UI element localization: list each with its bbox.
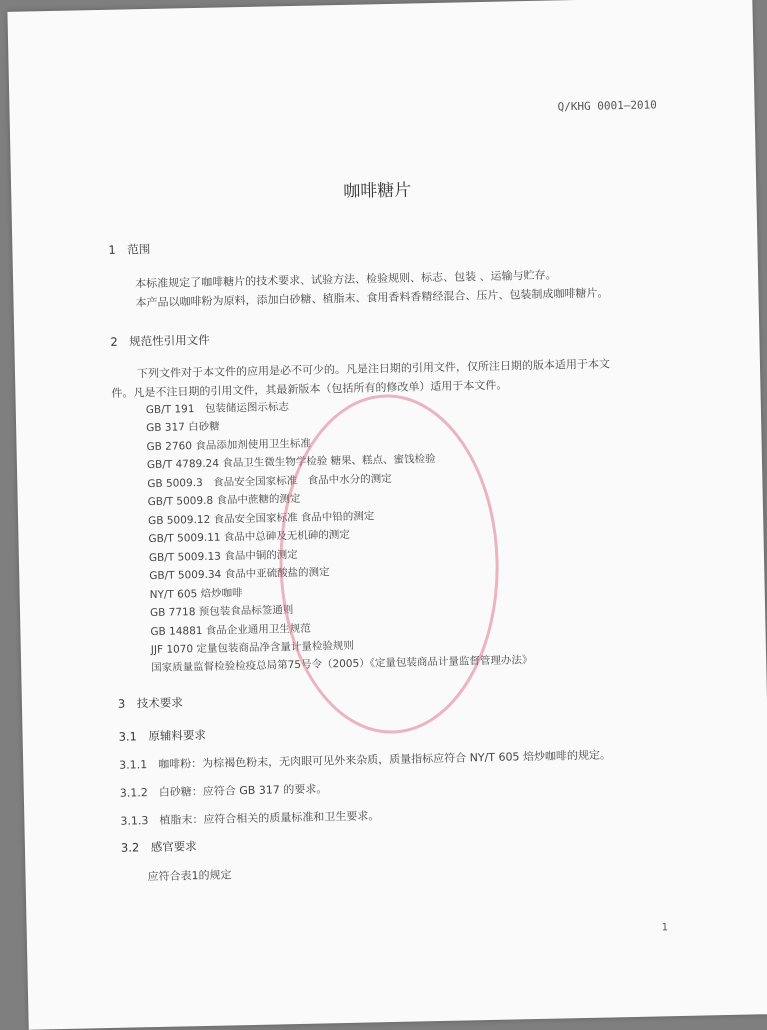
ref-item: GB 14881 食品企业通用卫生规范 (150, 622, 311, 639)
section-2-line-2: 件。凡是不注日期的引用文件，其最新版本（包括所有的修改单）适用于本文件。 (111, 378, 508, 400)
section-3-1-2: 3.1.2 白砂糖：应符合 GB 317 的要求。 (119, 782, 328, 800)
ref-item: GB/T 5009.13 食品中铜的测定 (148, 548, 298, 565)
section-2-heading: 2 规范性引用文件 (110, 332, 210, 349)
page-number: 1 (661, 922, 669, 934)
doc-title: 咖啡糖片 (343, 180, 412, 202)
section-1-heading: 1 范围 (108, 241, 151, 257)
section-3-2-heading: 3.2 感官要求 (120, 839, 197, 855)
ref-item: GB 7718 预包装食品标签通则 (149, 604, 294, 620)
document-page (7, 0, 767, 1030)
section-1-line-2: 本产品以咖啡粉为原料，添加白砂糖、植脂末、食用香料香精经混合、压片、包装制成咖啡糖片。 (135, 286, 609, 310)
section-2-line-1: 下列文件对于本文件的应用是必不可少的。凡是注日期的引用文件，仅所注日期的版本适用于本文 (136, 357, 611, 381)
section-3-1-heading: 3.1 原辅料要求 (118, 727, 207, 744)
ref-item: NY/T 605 焙炒咖啡 (149, 587, 243, 602)
section-1-line-1: 本标准规定了咖啡糖片的技术要求、试验方法、检验规则、标志、包装 、运输与贮存。 (135, 268, 557, 291)
section-3-1-1: 3.1.1 咖啡粉：为棕褐色粉末，无肉眼可见外来杂质，质量指标应符合 NY/T 605 焙炒咖啡的规定。 (119, 748, 612, 772)
ref-item: GB 317 白砂糖 (146, 420, 220, 435)
ref-item: JJF 1070 定量包装商品净含量计量检验规则 (150, 639, 355, 657)
ref-item: GB 5009.3 食品安全国家标准 食品中水分的测定 (147, 472, 392, 491)
section-3-1-3: 3.1.3 植脂末：应符合相关的质量标准和卫生要求。 (120, 809, 380, 828)
ref-item: 国家质量监督检验检疫总局第75号令（2005）《定量包装商品计量监督管理办法》 (151, 654, 533, 675)
ref-item: GB 5009.12 食品安全国家标准 食品中铅的测定 (147, 510, 375, 528)
doc-number: Q/KHG 0001—2010 (557, 98, 657, 114)
section-3-heading: 3 技术要求 (117, 695, 183, 711)
ref-item: GB 2760 食品添加剂使用卫生标准 (146, 437, 311, 454)
ref-item: GB/T 5009.34 食品中亚硫酸盐的测定 (149, 566, 330, 583)
section-3-2-text: 应符合表1的规定 (147, 868, 232, 884)
ref-item: GB/T 4789.24 食品卫生微生物学检验 糖果、糕点、蜜饯检验 (146, 453, 436, 472)
ref-item: GB/T 5009.8 食品中蔗糖的测定 (147, 492, 301, 509)
ref-item: GB/T 191 包装储运图示标志 (145, 401, 290, 417)
ref-item: GB/T 5009.11 食品中总砷及无机砷的测定 (148, 528, 350, 546)
